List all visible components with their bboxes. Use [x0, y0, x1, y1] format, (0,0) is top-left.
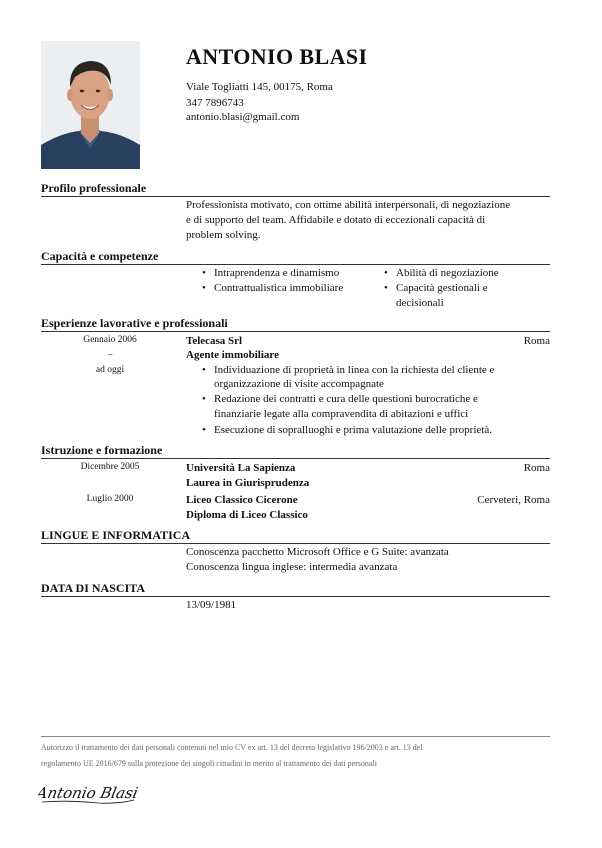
profile-line: problem solving. — [186, 229, 261, 241]
experience-bullet-continued: organizzazione di visite accompagnate — [214, 378, 384, 390]
language-line: Conoscenza lingua inglese: intermedia avanzata — [186, 561, 398, 573]
person-portrait-icon — [41, 41, 140, 169]
skill-item: • Abilità di negoziazione — [396, 267, 499, 279]
phone: 347 7896743 — [186, 97, 244, 109]
address: Viale Togliatti 145, 00175, Roma — [186, 81, 333, 93]
education-degree: Diploma di Liceo Classico — [186, 509, 308, 521]
experience-date-separator: – — [107, 350, 113, 360]
section-title-experience: Esperienze lavorative e professionali — [41, 316, 228, 330]
svg-text:Antonio Blasi: Antonio Blasi — [38, 784, 140, 802]
experience-bullet: • Redazione dei contratti e cura delle questioni burocratiche e — [214, 393, 478, 405]
signature-image — [38, 778, 148, 808]
education-school: Università La Sapienza — [186, 462, 296, 474]
skill-item: • Contrattualistica immobiliare — [214, 282, 343, 294]
experience-role: Agente immobiliare — [186, 349, 279, 361]
section-title-languages: LINGUE E INFORMATICA — [41, 528, 191, 542]
privacy-consent-line: Autorizzo il trattamento dei dati personali contenuti nel mio CV ex art. 13 del decreto legislativo 196/2003 e art. 13 del — [41, 743, 423, 752]
profile-line: Professionista motivato, con ottime abilità interpersonali, di negoziazione — [186, 199, 511, 211]
language-line: Conoscenza pacchetto Microsoft Office e G Suite: avanzata — [186, 546, 449, 558]
section-divider — [41, 264, 550, 265]
section-divider — [41, 596, 550, 597]
experience-bullet-continued: finanziarie legate alla compravendita di abitazioni e uffici — [214, 408, 469, 420]
experience-date-start: Gennaio 2006 — [83, 335, 137, 345]
experience-bullet: • Esecuzione di sopralluoghi e prima valutazione delle proprietà. — [214, 424, 492, 436]
experience-date-end: ad oggi — [95, 365, 125, 375]
education-date: Luglio 2000 — [86, 494, 134, 504]
footer-divider — [41, 736, 550, 737]
email: antonio.blasi@gmail.com — [186, 111, 300, 123]
section-title-profile: Profilo professionale — [41, 181, 147, 195]
candidate-name: ANTONIO BLASI — [186, 44, 368, 69]
section-divider — [41, 543, 550, 544]
education-date: Dicembre 2005 — [80, 462, 140, 472]
experience-company: Telecasa Srl — [186, 335, 243, 347]
experience-location: Roma — [523, 335, 550, 347]
education-degree: Laurea in Giurisprudenza — [186, 477, 310, 489]
section-divider — [41, 331, 550, 332]
handwritten-signature-icon — [38, 778, 148, 808]
education-location: Cerveteri, Roma — [477, 494, 550, 506]
experience-bullet: • Individuazione di proprietà in linea con la richiesta del cliente e — [214, 364, 494, 376]
profile-line: e di supporto del team. Affidabile e dotato di eccezionali capacità di — [186, 214, 486, 226]
section-divider — [41, 458, 550, 459]
section-divider — [41, 196, 550, 197]
education-location: Roma — [523, 462, 550, 474]
skill-item: • Intraprendenza e dinamismo — [214, 267, 339, 279]
section-title-skills: Capacità e competenze — [41, 249, 159, 263]
privacy-consent-line: regolamento UE 2016/679 sulla protezione dei singoli cittadini in merito al trattamento dei dati personali — [41, 759, 377, 768]
skill-item: • Capacità gestionali e — [396, 282, 488, 294]
profile-photo — [41, 41, 140, 169]
birth-date: 13/09/1981 — [186, 599, 237, 611]
section-title-education: Istruzione e formazione — [41, 443, 163, 457]
skill-item-continued: decisionali — [396, 297, 444, 309]
education-school: Liceo Classico Cicerone — [186, 494, 298, 506]
section-title-birth: DATA DI NASCITA — [41, 581, 146, 595]
